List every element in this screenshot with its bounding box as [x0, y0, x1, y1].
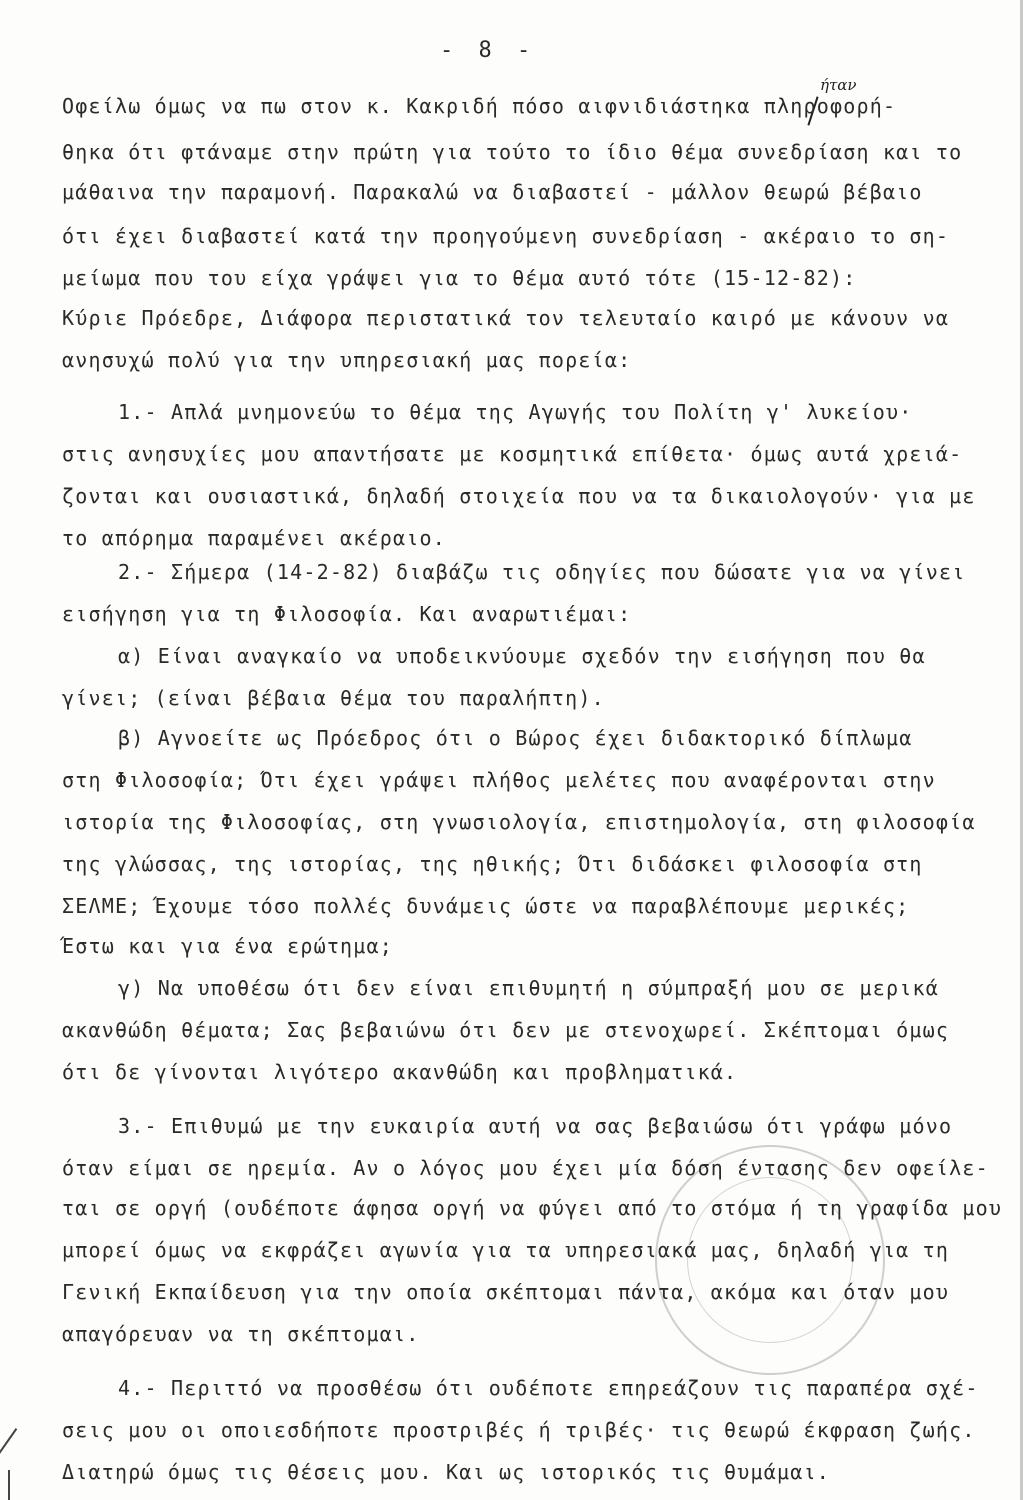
text-line: 3.- Επιθυμώ με την ευκαιρία αυτή να σας βεβαιώσω ότι γράφω μόνο	[118, 1114, 953, 1138]
text-line: Κύριε Πρόεδρε, Διάφορα περιστατικά τον τελευταίο καιρό με κάνουν να	[62, 306, 950, 330]
text-line: ότι έχει διαβαστεί κατά την προηγούμενη συνεδρίαση - ακέραιο το ση-	[62, 224, 950, 248]
text-line: γ) Να υποθέσω ότι δεν είναι επιθυμητή η σύμπραξή μου σε μερικά	[118, 976, 939, 1000]
text-line: α) Είναι αναγκαίο να υποδεικνύουμε σχεδόν την εισήγηση που θα	[118, 644, 926, 668]
text-line: ται σε οργή (ουδέποτε άφησα οργή να φύγει από το στόμα ή τη γραφίδα μου	[62, 1196, 1003, 1220]
text-line: 4.- Περιττό να προσθέσω ότι ουδέποτε επηρεάζουν τις παραπέρα σχέ-	[118, 1376, 979, 1400]
margin-pen-mark	[8, 1470, 10, 1500]
text-line: της γλώσσας, της ιστορίας, της ηθικής; Ότι διδάσκει φιλοσοφία στη	[62, 852, 923, 876]
handwritten-annotation: ήταν	[820, 76, 857, 94]
text-line: όταν είμαι σε ηρεμία. Αν ο λόγος μου έχει μία δόση έντασης δεν οφείλε-	[62, 1156, 989, 1180]
text-line: ΣΕΛΜΕ; Έχουμε τόσο πολλές δυνάμεις ώστε να παραβλέπουμε μερικές;	[62, 894, 910, 918]
text-line: Γενική Εκπαίδευση για την οποία σκέπτομαι πάντα, ακόμα και όταν μου	[62, 1280, 950, 1304]
text-line: Οφείλω όμως να πω στον κ. Κακριδή πόσο αιφνιδιάστηκα πληροφορή-	[62, 94, 897, 118]
text-line: μπορεί όμως να εκφράζει αγωνία για τα υπηρεσιακά μας, δηλαδή για τη	[62, 1238, 950, 1262]
text-line: θηκα ότι φτάναμε στην πρώτη για τούτο το ίδιο θέμα συνεδρίαση και το	[62, 140, 963, 164]
text-line: μάθαινα την παραμονή. Παρακαλώ να διαβαστεί - μάλλον θεωρώ βέβαιο	[62, 180, 923, 204]
text-line: εισήγηση για τη Φιλοσοφία. Και αναρωτιέμαι:	[62, 602, 632, 626]
text-line: β) Αγνοείτε ως Πρόεδρος ότι ο Βώρος έχει διδακτορικό δίπλωμα	[118, 726, 913, 750]
text-line: 1.- Απλά μνημονεύω το θέμα της Αγωγής του Πολίτη γ' λυκείου·	[118, 400, 913, 424]
text-line: το απόρημα παραμένει ακέραιο.	[62, 526, 446, 550]
margin-pen-mark	[0, 1428, 17, 1462]
text-line: μείωμα που του είχα γράψει για το θέμα αυτό τότε (15-12-82):	[62, 266, 857, 290]
text-line: ιστορία της Φιλοσοφίας, στη γνωσιολογία, επιστημολογία, στη φιλοσοφία	[62, 810, 976, 834]
text-line: στη Φιλοσοφία; Ότι έχει γράψει πλήθος μελέτες που αναφέρονται στην	[62, 768, 936, 792]
text-line: Έστω και για ένα ερώτημα;	[62, 934, 394, 958]
text-line: ότι δε γίνονται λιγότερο ακανθώδη και προβληματικά.	[62, 1060, 738, 1084]
text-line: σεις μου οι οποιεσδήποτε προστριβές ή τριβές· τις θεωρώ έκφραση ζωής.	[62, 1418, 976, 1442]
text-line: ακανθώδη θέματα; Σας βεβαιώνω ότι δεν με στενοχωρεί. Σκέπτομαι όμως	[62, 1018, 950, 1042]
text-line: ανησυχώ πολύ για την υπηρεσιακή μας πορεία:	[62, 348, 632, 372]
text-line: ζονται και ουσιαστικά, δηλαδή στοιχεία που να τα δικαιολογούν· για με	[62, 484, 976, 508]
page-number: - 8 -	[440, 38, 537, 63]
text-line: Διατηρώ όμως τις θέσεις μου. Και ως ιστορικός τις θυμάμαι.	[62, 1460, 830, 1484]
text-line: στις ανησυχίες μου απαντήσατε με κοσμητικά επίθετα· όμως αυτά χρειά-	[62, 442, 963, 466]
text-line: απαγόρευαν να τη σκέπτομαι.	[62, 1322, 420, 1346]
text-line: γίνει; (είναι βέβαια θέμα του παραλήπτη).	[62, 686, 605, 710]
text-line: 2.- Σήμερα (14-2-82) διαβάζω τις οδηγίες που δώσατε για να γίνει	[118, 560, 966, 584]
